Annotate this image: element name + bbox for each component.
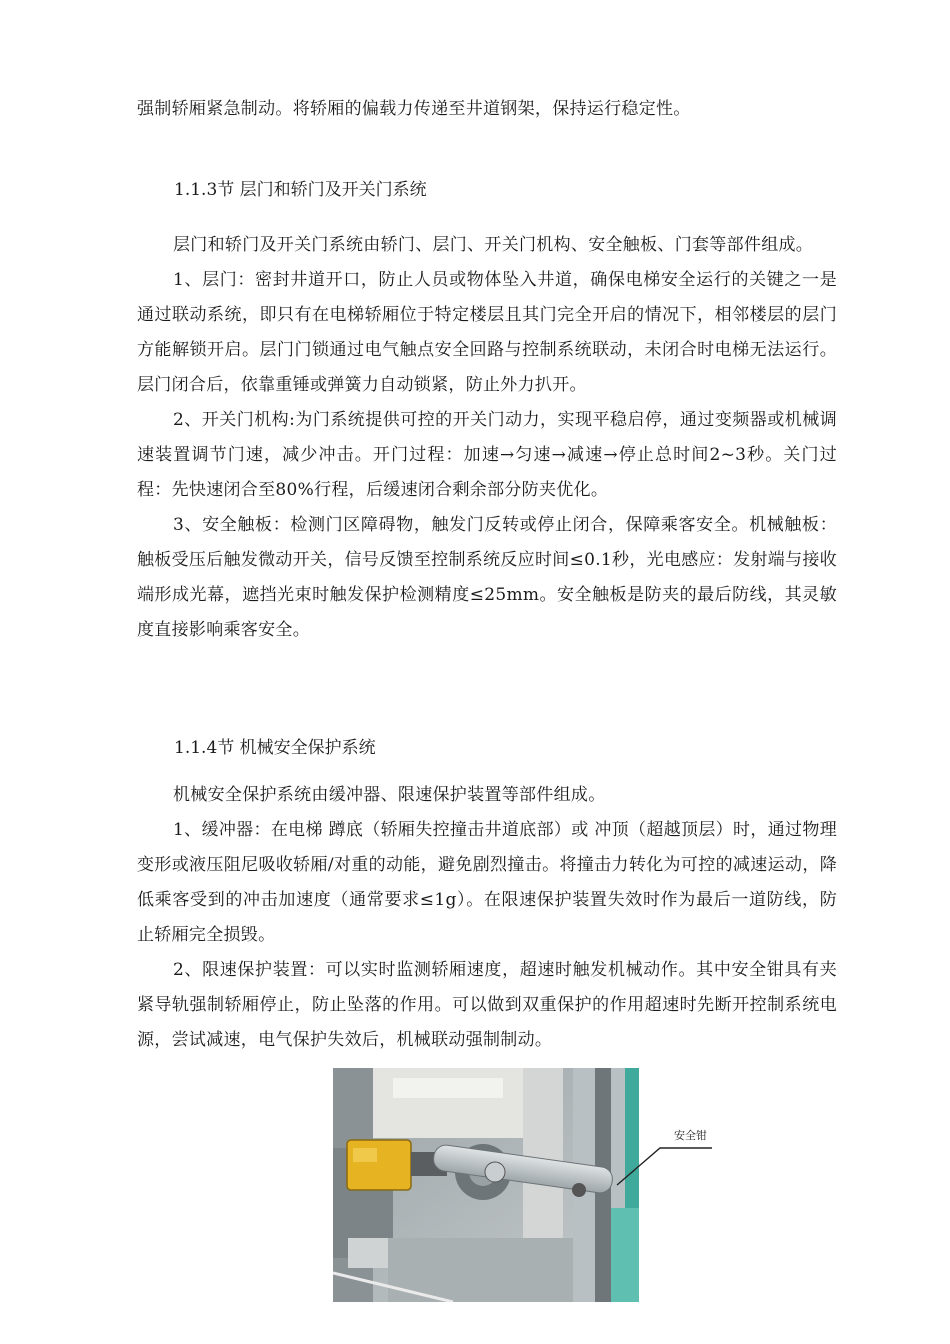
section-114-item-1: 1、缓冲器：在电梯 蹲底（轿厢失控撞击井道底部）或 冲顶（超越顶层）时，通过物理变形或液压阻尼吸收轿厢/对重的动能，避免剧烈撞击。将撞击力转化为可控的减速运动，降低乘客受到的冲击加速度（通常要求≤1g）。在限速保护装置失效时作为最后一道防线，防止轿厢完全损毁。 <box>137 820 837 945</box>
section-113-item-3: 3、安全触板：检测门区障碍物，触发门反转或停止闭合，保障乘客安全。机械触板：触板受压后触发微动开关，信号反馈至控制系统反应时间≤0.1秒，光电感应：发射端与接收端形成光幕，遮挡光束时触发保护检测精度≤25mm。安全触板是防夹的最后防线，其灵敏度直接影响乘客安全。 <box>137 515 837 640</box>
callout-label-safety-gear: 安全钳 <box>674 1129 707 1142</box>
section-114-item-2: 2、限速保护装置：可以实时监测轿厢速度，超速时触发机械动作。其中安全钳具有夹紧导轨强制轿厢停止，防止坠落的作用。可以做到双重保护的作用超速时先断开控制系统电源，尝试减速，电气保护失效后，机械联动强制制动。 <box>137 960 837 1050</box>
section-113-item-1: 1、层门：密封井道开口，防止人员或物体坠入井道，确保电梯安全运行的关键之一是通过联动系统，即只有在电梯轿厢位于特定楼层且其门完全开启的情况下，相邻楼层的层门方能解锁开启。层门门锁通过电气触点安全回路与控制系统联动，未闭合时电梯无法运行。层门闭合后，依靠重锤或弹簧力自动锁紧，防止外力扒开。 <box>137 270 837 395</box>
section-113-heading: 1.1.3节 层门和轿门及开关门系统 <box>174 180 427 200</box>
safety-gear-photo <box>333 1068 639 1302</box>
section-114-intro: 机械安全保护系统由缓冲器、限速保护装置等部件组成。 <box>173 785 606 805</box>
section-113-body <box>137 228 837 648</box>
section-114-heading: 1.1.4节 机械安全保护系统 <box>174 738 376 758</box>
top-paragraph-block <box>137 92 837 127</box>
top-paragraph: 强制轿厢紧急制动。将轿厢的偏载力传递至井道钢架，保持运行稳定性。 <box>137 99 691 119</box>
section-113-intro: 层门和轿门及开关门系统由轿门、层门、开关门机构、安全触板、门套等部件组成。 <box>173 235 814 255</box>
section-113-item-2: 2、开关门机构:为门系统提供可控的开关门动力，实现平稳启停，通过变频器或机械调速装置调节门速，减少冲击。开门过程：加速→匀速→减速→停止总时间2~3秒。关门过程：先快速闭合至80%行程，后缓速闭合剩余部分防夹优化。 <box>137 410 837 500</box>
safety-gear-photo-illustration <box>333 1068 639 1302</box>
section-114-body <box>137 778 837 1058</box>
